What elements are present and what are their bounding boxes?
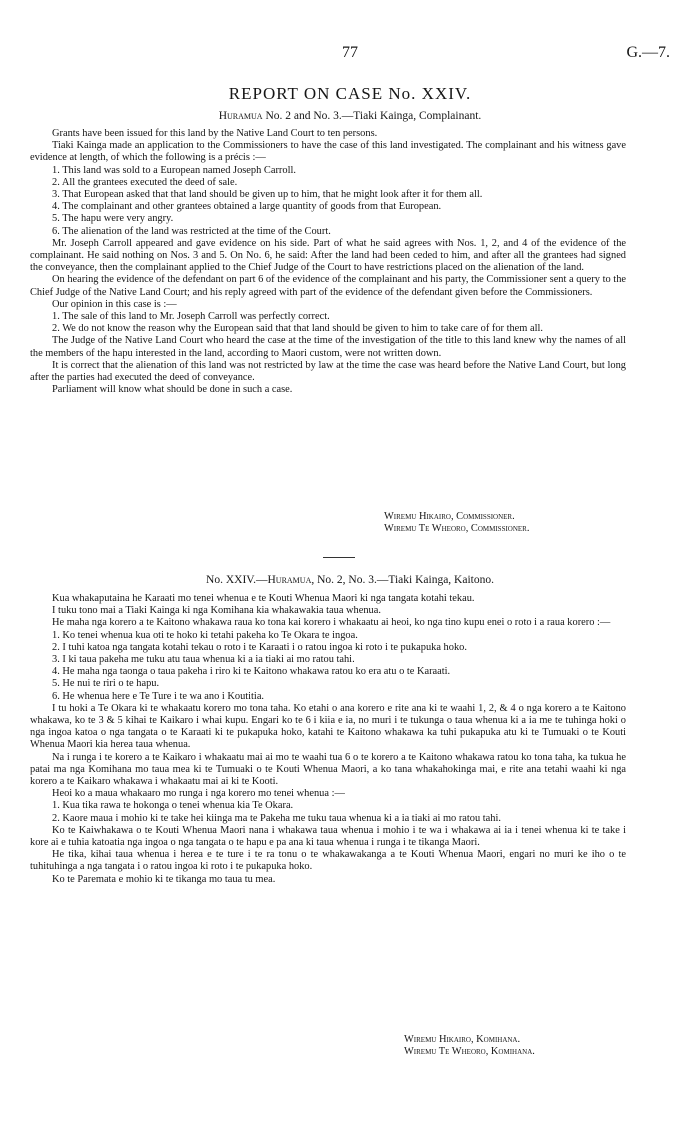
english-paragraph: Mr. Joseph Carroll appeared and gave evidence on his side. Part of what he said agrees with Nos. 1, 2, and 4 of the evidence of the complainant. He said nothing on Nos. 3 and 5. On No. 6, he said: After the land had been ceded to him, and after all the grantees had signed the conveyance, then the complainant applied to the Chief Judge of the Court to have restrictions placed on the alienation of the land. bbox=[30, 237, 626, 274]
maori-list-item: 3. I ki taua pakeha me tuku atu taua whenua ki a ia tiaki ai mo ratou tahi. bbox=[52, 654, 355, 666]
maori-list-item: 2. I tuhi katoa nga tangata kotahi tekau o roto i te Karaati i o ratou ingoa ki roto i te pukapuka hoko. bbox=[52, 641, 467, 653]
maori-opinion-item: 1. Kua tika rawa te hokonga o tenei whenua kia Te Okara. bbox=[52, 800, 294, 812]
english-list-item: 6. The alienation of the land was restricted at the time of the Court. bbox=[52, 225, 331, 237]
subtitle-rest: No. 2 and No. 3.—Tiaki Kainga, Complainant. bbox=[262, 110, 482, 122]
maori-report-body bbox=[30, 593, 626, 886]
english-opinion-item: 1. The sale of this land to Mr. Joseph Carroll was perfectly correct. bbox=[52, 311, 330, 323]
maori-paragraph: Kua whakaputaina he Karaati mo tenei whenua e te Kouti Whenua Maori ki nga tangata kotahi tekau. bbox=[52, 593, 475, 604]
maori-paragraph: He maha nga korero a te Kaitono whakawa raua ko tona kai korero i whakaatu ai heoi, ko nga tino kupu enei o roto i a raua korero :— bbox=[52, 617, 611, 629]
english-paragraph: Parliament will know what should be done in such a case. bbox=[52, 384, 293, 396]
maori-opinion-item: 2. Kaore maua i mohio ki te take hei kiinga ma te Pakeha me tuku taua whenua ki a ia tiaki ai mo ratou tahi. bbox=[52, 812, 501, 824]
maori-signature-wheoro: Wiremu Te Wheoro, Komihana. bbox=[404, 1046, 535, 1057]
english-paragraph: Tiaki Kainga made an application to the Commissioners to have the case of this land investigated. The complainant and his witness gave evidence at length, of which the following is a précis :— bbox=[30, 140, 626, 164]
maori-paragraph: I tu hoki a Te Okara ki te whakaatu korero mo tona taha. Ko etahi o ana korero e rite ana ki te waahi 1, 2, & 4 o nga korero a te Kaitono whakawa, ko te 3 & 5 kihai te Kaikaro i whai kupu. Engari ko te 6 i kiia e ia, no muri i te tukunga o taua whenua ki a ia me te tuhinga hoki o nga ingoa katoa o nga tangata o te Karaati ki te pukapuka hoko, katahi te Kaitono whakawa ka tuhi pukapuka atu ki te Tumuaki o te Kouti Whenua Maori kia herea taua whenua. bbox=[30, 702, 626, 751]
report-title: REPORT ON CASE No. XXIV. bbox=[228, 84, 472, 103]
maori-list-item: 6. He whenua here e Te Ture i te wa ano i Koutitia. bbox=[52, 690, 265, 702]
maori-signature-hikairo: Wiremu Hikairo, Komihana. bbox=[404, 1034, 521, 1045]
maori-list-item: 1. Ko tenei whenua kua oti te hoko ki tetahi pakeha ko Te Okara te ingoa. bbox=[52, 629, 358, 641]
english-opinion-item: 2. We do not know the reason why the European said that that land should be given to him to take care of for them all. bbox=[52, 323, 543, 335]
maori-paragraph: Ko te Paremata e mohio ki te tikanga mo taua tu mea. bbox=[52, 873, 276, 885]
report-subtitle bbox=[0, 110, 700, 122]
maori-title-rest: , No. 2, No. 3.—Tiaki Kainga, Kaitono. bbox=[311, 574, 494, 586]
subtitle-land-name: Huramua bbox=[218, 110, 263, 122]
english-paragraph: The Judge of the Native Land Court who heard the case at the time of the investigation of the title to this land knew why the names of all the members of the hapu interested in the land, according to Maori custom, were not written down. bbox=[30, 335, 626, 359]
english-signature-wheoro: Wiremu Te Wheoro, Commissioner. bbox=[384, 523, 530, 534]
english-paragraph: Grants have been issued for this land by the Native Land Court to ten persons. bbox=[52, 128, 378, 139]
maori-paragraph: I tuku tono mai a Tiaki Kainga ki nga Komihana kia whakawakia taua whenua. bbox=[52, 605, 381, 617]
english-signature-hikairo: Wiremu Hikairo, Commissioner. bbox=[384, 511, 515, 522]
maori-paragraph: Ko te Kaiwhakawa o te Kouti Whenua Maori nana i whakawa taua whenua i mohio i te wa i whakawa ai ia i tenei whenua ki te take i kore ai e tuhia katoatia nga ingoa o nga tangata o te hapu e pa ana ki taua whenua i runga i te tikanga Maori. bbox=[30, 824, 626, 849]
maori-section-title bbox=[0, 574, 700, 586]
maori-title-land-name: Huramua bbox=[267, 574, 312, 586]
section-divider bbox=[323, 557, 355, 558]
maori-paragraph: Heoi ko a maua whakaaro mo runga i nga korero mo tenei whenua :— bbox=[52, 788, 345, 800]
maori-paragraph: Na i runga i te korero a te Kaikaro i whakaatu mai ai mo te waahi tua 6 o te korero a te Kaitono whakawa ratou ko tona taha, ka tukua he patai ma nga Komihana mo taua mea ki te Tumuaki o te Kouti Whenua Maori, a ko tana whakahokinga mai, e rite ana tetahi waahi ki nga korero a te Kaikaro whakawa i whakaatu mai ai ki te Kooti. bbox=[30, 751, 626, 788]
english-list-item: 3. That European asked that that land should be given up to him, that he might look after it for them all. bbox=[52, 189, 483, 201]
maori-paragraph: He tika, kihai taua whenua i herea e te ture i te ra tonu o te whakawakanga a te Kouti Whenua Maori, engari no muri ke iho o te tuhituhinga a nga tangata i o ratou ingoa ki roto i te pukapuka hoko. bbox=[30, 849, 626, 873]
english-paragraph: On hearing the evidence of the defendant on part 6 of the evidence of the complainant and his party, the Commissioner sent a query to the Chief Judge of the Native Land Court; and his reply agreed with part of the evidence of the defendant given before the Commissioners. bbox=[30, 274, 626, 298]
page-number: 77 bbox=[342, 44, 358, 61]
english-paragraph: It is correct that the alienation of this land was not restricted by law at the time the case was heard before the Native Land Court, but long after the parties had executed the deed of conveyance. bbox=[30, 359, 626, 384]
maori-title-lead: No. XXIV.— bbox=[206, 574, 268, 586]
english-list-item: 5. The hapu were very angry. bbox=[52, 213, 174, 225]
english-list-item: 2. All the grantees executed the deed of sale. bbox=[52, 176, 238, 188]
english-list-item: 4. The complainant and other grantees obtained a large quantity of goods from that European. bbox=[52, 201, 442, 213]
english-paragraph: Our opinion in this case is :— bbox=[52, 298, 177, 310]
maori-list-item: 5. He nui te riri o te hapu. bbox=[52, 678, 160, 690]
maori-list-item: 4. He maha nga taonga o taua pakeha i riro ki te Kaitono whakawa ratou ko era atu o te Karaati. bbox=[52, 666, 451, 678]
document-series: G.—7. bbox=[626, 44, 670, 61]
english-report-body bbox=[30, 128, 626, 396]
english-list-item: 1. This land was sold to a European named Joseph Carroll. bbox=[52, 164, 296, 176]
